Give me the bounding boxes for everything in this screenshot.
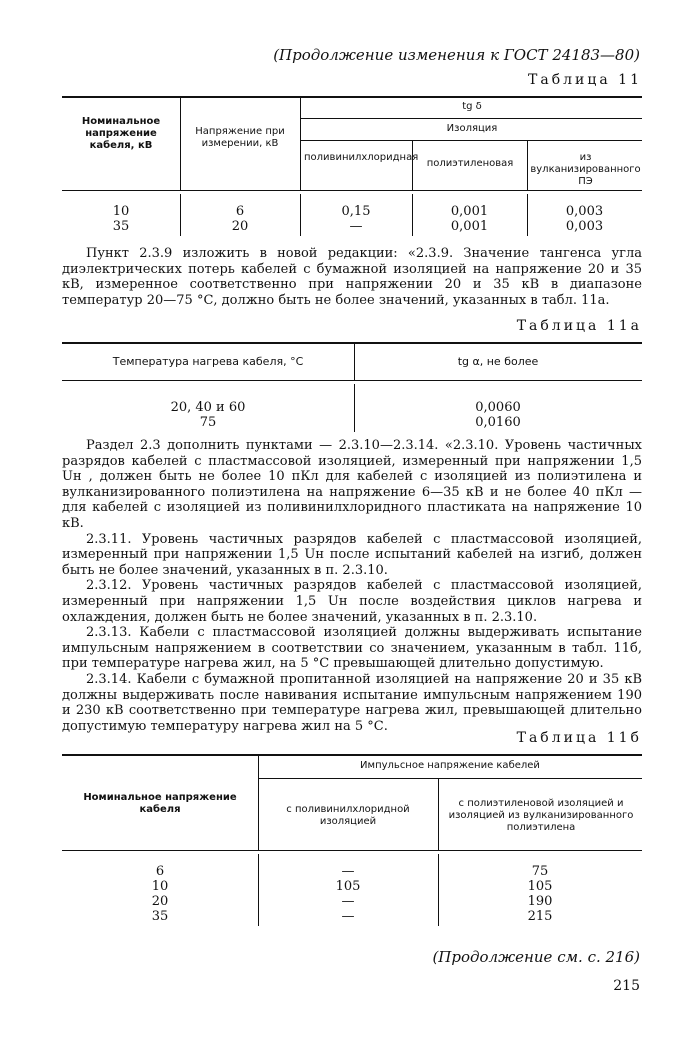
t11a-r2-tg: 0,0160 bbox=[475, 415, 521, 430]
table-11b-caption: Таблица 11б bbox=[516, 730, 642, 746]
t11b-r3-pvc: — bbox=[341, 894, 355, 909]
t11a-r1-temp: 20, 40 и 60 bbox=[170, 400, 246, 415]
t11b-r2-nominal: 10 bbox=[151, 879, 169, 894]
t11-r2-pvc: — bbox=[349, 219, 363, 234]
t11b-r1-nominal: 6 bbox=[155, 864, 165, 879]
col-pvc-insulation: с поливинилхлоридной изоляцией bbox=[286, 804, 410, 827]
paragraph-2-3-12: 2.3.12. Уровень частичных разрядов кабелей с пластмассовой изоляцией, измеренный при напряжении 1,5 Uн после воздействия циклов нагрева и охлаждения, должен быть не более значений, указанных в п. 2.3.10. bbox=[62, 578, 642, 625]
t11b-r2-pe: 105 bbox=[527, 879, 553, 894]
paragraph-text: Пункт 2.3.9 изложить в новой редакции: «2.3.9. Значение тангенса угла диэлектрических потерь кабелей с бумажной изоляцией на напряжение 20 и 35 кВ, измеренное соответственно при напряжении 20 и 35 кВ в диапазоне температур 20—75 °С, должно быть не более значений, указанных в табл. 11а. bbox=[62, 246, 642, 308]
col-temperature: Температура нагрева кабеля, °С bbox=[112, 355, 304, 368]
t11b-r4-pvc: — bbox=[341, 909, 355, 924]
col-tg-delta: tg δ bbox=[462, 101, 482, 112]
t11a-r2-temp: 75 bbox=[199, 415, 217, 430]
t11-r2-nominal: 35 bbox=[112, 219, 130, 234]
col-tg-alpha: tg α, не более bbox=[457, 355, 539, 368]
t11b-r4-nominal: 35 bbox=[151, 909, 169, 924]
t11-r1-vpe: 0,003 bbox=[565, 204, 604, 219]
t11-r1-nominal: 10 bbox=[112, 204, 130, 219]
table-11-caption: Таблица 11 bbox=[528, 72, 642, 88]
col-impulse-voltage: Импульсное напряжение кабелей bbox=[360, 760, 540, 771]
t11b-r1-pvc: — bbox=[341, 864, 355, 879]
paragraph-2-3-11: 2.3.11. Уровень частичных разрядов кабелей с пластмассовой изоляцией, измеренный при напряжении 1,5 Uн после испытаний кабелей на изгиб, должен быть не более значений, указанных в п. 2.3.10. bbox=[62, 531, 642, 578]
col-nominal-voltage-11b: Номинальное напряжение кабеля bbox=[83, 792, 237, 815]
table-11b bbox=[62, 754, 642, 930]
paragraphs-2-3-10-to-14 bbox=[62, 438, 642, 734]
t11-r2-pe: 0,001 bbox=[450, 219, 489, 234]
t11b-r3-nominal: 20 bbox=[151, 894, 169, 909]
col-nominal-voltage: Номинальное напряжение кабеля, кВ bbox=[81, 116, 161, 151]
t11b-r2-pvc: 105 bbox=[335, 879, 361, 894]
t11b-r4-pe: 215 bbox=[527, 909, 553, 924]
t11b-r1-pe: 75 bbox=[531, 864, 549, 879]
t11-r2-vpe: 0,003 bbox=[565, 219, 604, 234]
table-11a bbox=[62, 342, 642, 432]
paragraph-2-3-10: Раздел 2.3 дополнить пунктами — 2.3.10—2.3.14. «2.3.10. Уровень частичных разрядов кабелей с пластмассовой изоляцией, измеренный при напряжении 1,5 Uн , должен быть не более 10 пКл для кабелей с изоляцией из полиэтилена и вулканизированного полиэтилена на напряжение 6—35 кВ и не более 40 пКл — для кабелей с изоляцией из поливинилхлоридного пластиката на напряжение 10 кВ. bbox=[62, 438, 642, 531]
col-vpe: из вулканизированного ПЭ bbox=[530, 152, 641, 187]
continuation-footer: (Продолжение см. с. 216) bbox=[432, 948, 640, 966]
t11b-r3-pe: 190 bbox=[527, 894, 553, 909]
col-pvc: поливинилхлоридная bbox=[304, 152, 419, 163]
col-measure-voltage: Напряжение при измерении, кВ bbox=[195, 126, 285, 149]
continuation-header: (Продолжение изменения к ГОСТ 24183—80) bbox=[273, 46, 640, 64]
col-pe: полиэтиленовая bbox=[426, 158, 514, 169]
t11-r2-measure: 20 bbox=[231, 219, 249, 234]
t11-r1-measure: 6 bbox=[235, 204, 245, 219]
paragraph-2-3-9 bbox=[62, 246, 642, 308]
table-11 bbox=[62, 96, 642, 236]
paragraph-2-3-14: 2.3.14. Кабели с бумажной пропитанной изоляцией на напряжение 20 и 35 кВ должны выдерживать после навивания испытание импульсным напряжением 190 и 230 кВ соответственно при температуре нагрева жил, превышающей длительно допустимую температуру нагрева жил на 5 °С. bbox=[62, 671, 642, 734]
col-pe-insulation: с полиэтиленовой изоляцией и изоляцией из вулканизированного полиэтилена bbox=[448, 798, 634, 833]
col-insulation: Изоляция bbox=[446, 123, 498, 134]
paragraph-2-3-13: 2.3.13. Кабели с пластмассовой изоляцией должны выдерживать испытание импульсным напряжением в соответствии со значением, указанным в табл. 11б, при температуре нагрева жил, на 5 °С превышающей длительно допустимую. bbox=[62, 625, 642, 672]
t11a-r1-tg: 0,0060 bbox=[475, 400, 521, 415]
t11-r1-pe: 0,001 bbox=[450, 204, 489, 219]
table-11a-caption: Таблица 11а bbox=[516, 318, 642, 334]
t11-r1-pvc: 0,15 bbox=[341, 204, 371, 219]
page-number: 215 bbox=[613, 978, 640, 994]
